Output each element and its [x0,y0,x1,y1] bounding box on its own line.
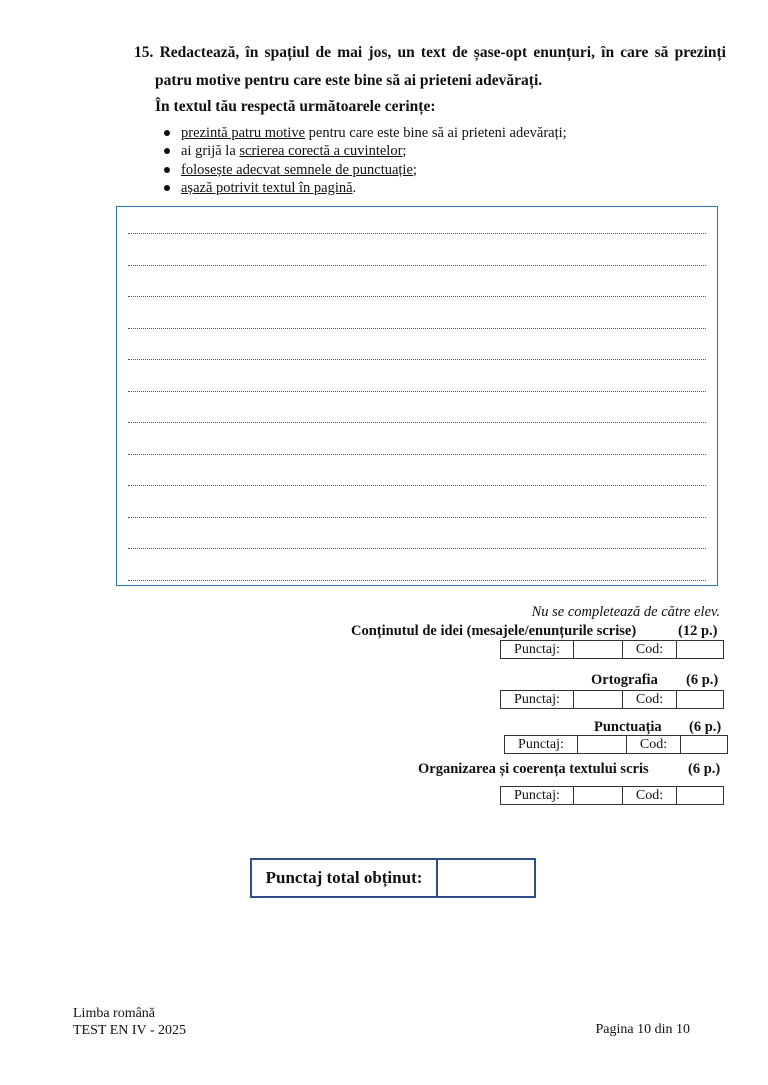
total-score-box [250,858,536,898]
requirement-item: așază potrivit textul în pagină. [162,179,567,197]
requirement-item: prezintă patru motive pentru care este bine să ai prieteni adevărați; [162,124,567,142]
requirements-heading: În textul tău respectă următoarele cerințe: [155,98,436,115]
bullet-icon [164,185,170,191]
cod-label: Cod: [627,736,681,754]
punctaj-cell[interactable] [578,736,627,754]
answer-line[interactable] [128,517,706,518]
answer-line[interactable] [128,580,706,581]
footer-page-number: Pagina 10 din 10 [595,1022,690,1037]
footer-subject: Limba română [73,1006,156,1021]
total-score-cell[interactable] [438,860,534,896]
answer-line[interactable] [128,328,706,329]
teacher-note: Nu se completează de către elev. [531,604,720,620]
footer-test: TEST EN IV - 2025 [73,1023,187,1038]
answer-line[interactable] [128,359,706,360]
footer-left [73,1005,186,1039]
punctaj-label: Punctaj: [501,787,574,805]
answer-line[interactable] [128,454,706,455]
punctaj-cell[interactable] [574,787,623,805]
requirement-item: folosește adecvat semnele de punctuație; [162,161,567,179]
bullet-icon [164,130,170,136]
requirement-item: ai grijă la scrierea corectă a cuvintelor; [162,142,567,160]
criterion-organizarea-points: (6 p.) [688,761,721,777]
punctaj-cell[interactable] [574,641,623,659]
cod-cell[interactable] [677,641,724,659]
total-score-label: Punctaj total obținut: [252,860,438,896]
score-table-ortografia [500,690,724,709]
cod-cell[interactable] [677,691,724,709]
bullet-icon [164,167,170,173]
cod-label: Cod: [623,787,677,805]
criterion-punctuatia-points: (6 p.) [689,719,722,735]
criterion-content-label: Conținutul de idei (mesajele/enunțurile scrise) [351,623,637,639]
criterion-content-points: (12 p.) [678,623,718,639]
question-title-line1: 15. Redactează, în spațiul de mai jos, un text de șase-opt enunțuri, în care să prezinți [134,44,726,61]
punctaj-label: Punctaj: [501,691,574,709]
answer-line[interactable] [128,485,706,486]
question-title-line2: patru motive pentru care este bine să ai prieteni adevărați. [155,72,543,89]
score-table-punctuatia [504,735,728,754]
cod-label: Cod: [623,691,677,709]
cod-label: Cod: [623,641,677,659]
requirements-list [162,124,567,197]
punctaj-label: Punctaj: [501,641,574,659]
bullet-icon [164,148,170,154]
punctaj-cell[interactable] [574,691,623,709]
answer-line[interactable] [128,422,706,423]
score-table-organizarea [500,786,724,805]
criterion-punctuatia-label: Punctuația [594,719,662,735]
answer-box[interactable] [116,206,718,586]
score-table-content [500,640,724,659]
punctaj-label: Punctaj: [505,736,578,754]
criterion-ortografia-label: Ortografia [591,672,658,688]
answer-line[interactable] [128,265,706,266]
answer-line[interactable] [128,296,706,297]
criterion-ortografia-points: (6 p.) [686,672,719,688]
answer-line[interactable] [128,233,706,234]
cod-cell[interactable] [681,736,728,754]
criterion-organizarea-label: Organizarea și coerența textului scris [418,761,649,777]
answer-line[interactable] [128,391,706,392]
cod-cell[interactable] [677,787,724,805]
answer-line[interactable] [128,548,706,549]
